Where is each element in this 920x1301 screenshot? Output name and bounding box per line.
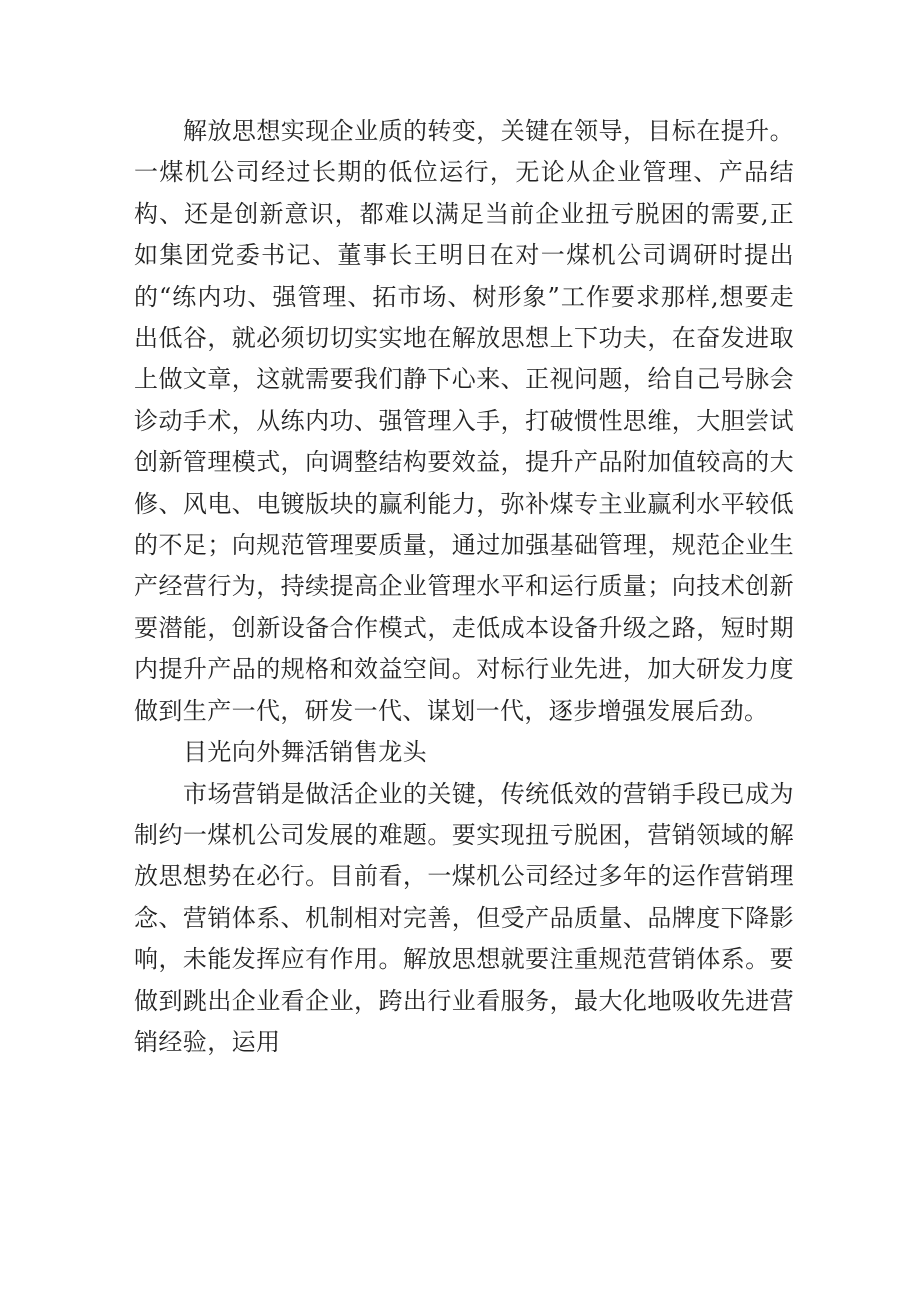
document-body	[134, 111, 794, 1063]
section-heading: 目光向外舞活销售龙头	[183, 738, 427, 767]
body-paragraph: 市场营销是做活企业的关键，传统低效的营销手段已成为制约一煤机公司发展的难题。要实现扭亏脱困，营销领域的解放思想势在必行。目前看，一煤机公司经过多年的运作营销理念、营销体系、机制相对完善，但受产品质量、品牌度下降影响，未能发挥应有作用。解放思想就要注重规范营销体系。要做到跳出企业看企业，跨出行业看服务，最大化地吸收先进营销经验，运用	[134, 779, 794, 1056]
body-paragraph: 解放思想实现企业质的转变，关键在领导，目标在提升。一煤机公司经过长期的低位运行，无论从企业管理、产品结构、还是创新意识，都难以满足当前企业扭亏脱困的需要,正如集团党委书记、董事长王明日在对一煤机公司调研时提出的“练内功、强管理、拓市场、树形象”工作要求那样,想要走出低谷，就必须切切实实地在解放思想上下功夫，在奋发进取上做文章，这就需要我们静下心来、正视问题，给自己号脉会诊动手术，从练内功、强管理入手，打破惯性思维，大胆尝试创新管理模式，向调整结构要效益，提升产品附加值较高的大修、风电、电镀版块的赢利能力，弥补煤专主业赢利水平较低的不足；向规范管理要质量，通过加强基础管理，规范企业生产经营行为，持续提高企业管理水平和运行质量；向技术创新要潜能，创新设备合作模式，走低成本设备升级之路，短时期内提升产品的规格和效益空间。对标行业先进，加大研发力度做到生产一代，研发一代、谋划一代，逐步增强发展后劲。	[134, 117, 794, 725]
